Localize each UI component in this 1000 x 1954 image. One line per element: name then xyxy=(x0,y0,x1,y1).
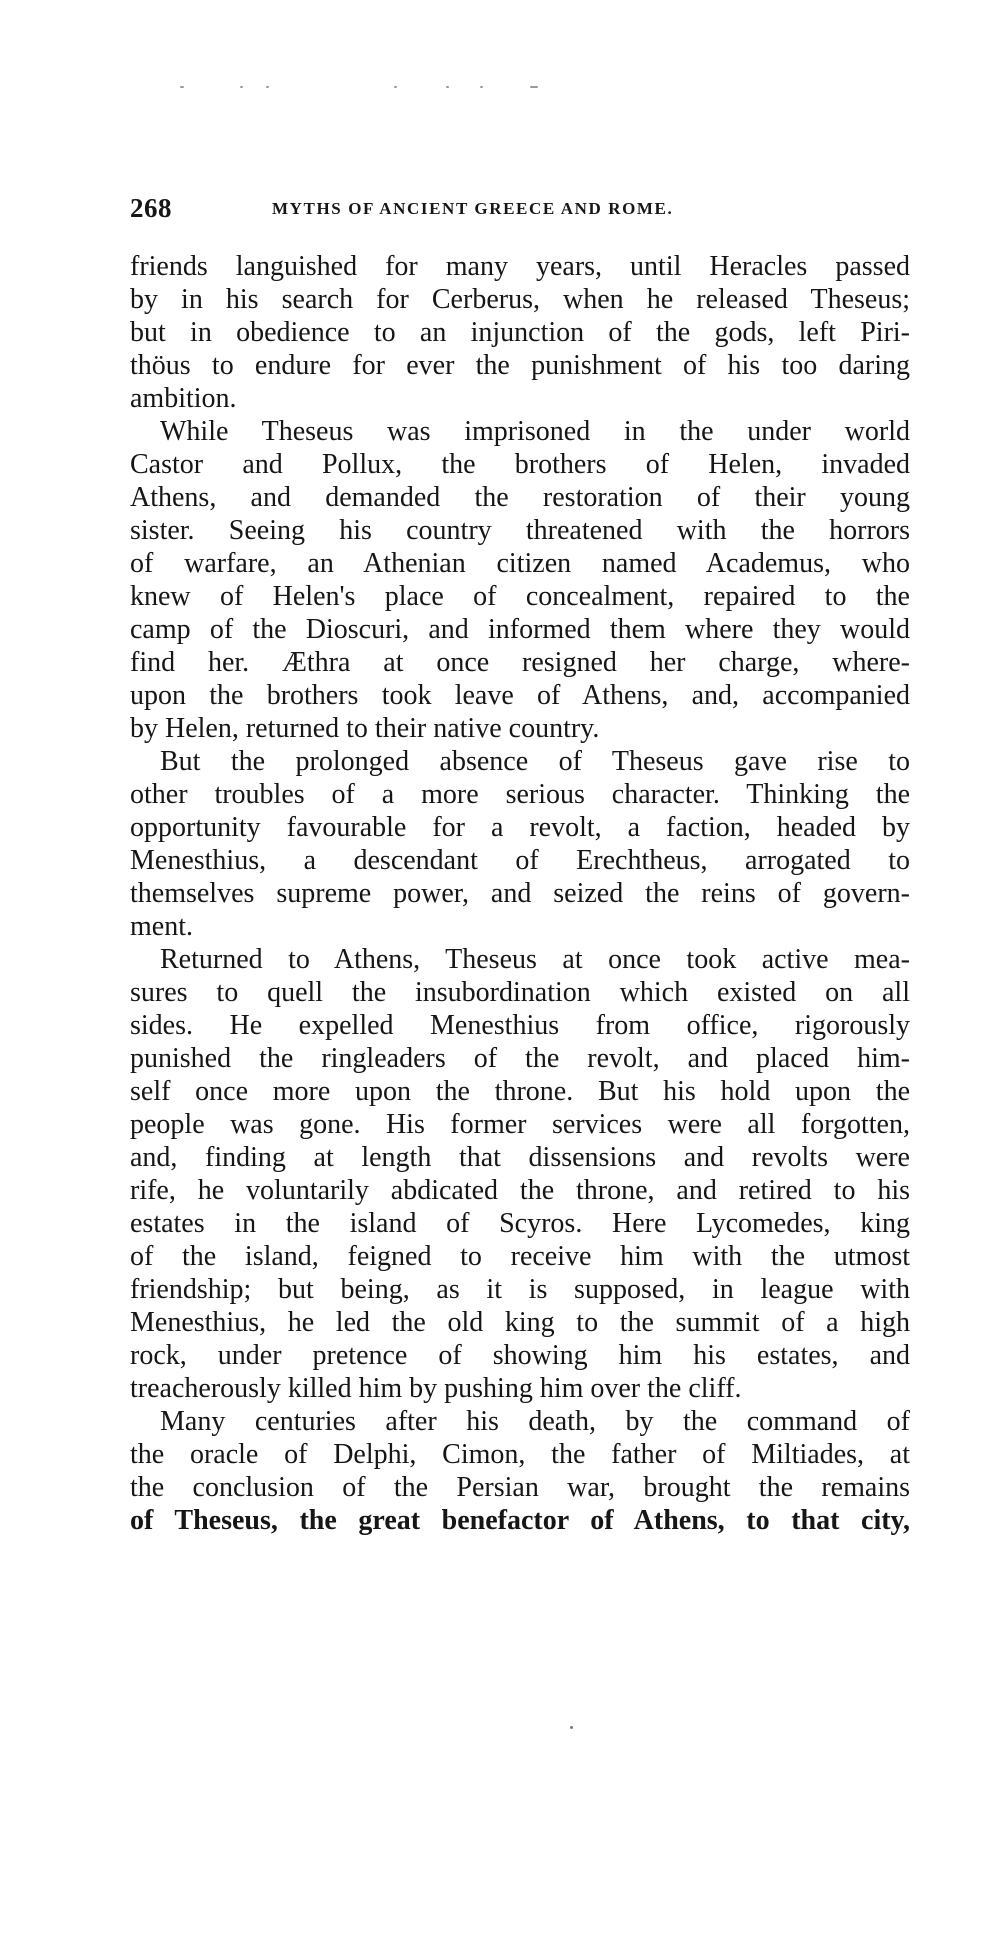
text-line: find her. Æthra at once resigned her charge, where- xyxy=(130,647,910,678)
text-line: camp of the Dioscuri, and informed them where they would xyxy=(130,614,910,645)
text-line: punished the ringleaders of the revolt, and placed him- xyxy=(130,1043,910,1074)
running-title: MYTHS OF ANCIENT GREECE AND ROME. xyxy=(272,199,674,218)
page-number: 268 xyxy=(130,193,172,223)
scan-speck xyxy=(394,86,397,88)
text-line: Castor and Pollux, the brothers of Helen, invaded xyxy=(130,449,910,480)
text-line: other troubles of a more serious character. Thinking the xyxy=(130,779,910,810)
scan-speck xyxy=(266,86,269,88)
scan-speck xyxy=(530,86,538,88)
text-line: estates in the island of Scyros. Here Lycomedes, king xyxy=(130,1208,910,1239)
text-line: ment. xyxy=(130,911,193,942)
text-line: treacherously killed him by pushing him over the cliff. xyxy=(130,1373,742,1404)
text-line: themselves supreme power, and seized the reins of govern- xyxy=(130,878,910,909)
text-line: But the prolonged absence of Theseus gave rise to xyxy=(160,746,910,777)
text-line: rife, he voluntarily abdicated the throne, and retired to his xyxy=(130,1175,910,1206)
text-line: sures to quell the insubordination which existed on all xyxy=(130,977,910,1008)
text-line: ambition. xyxy=(130,383,237,414)
text-line: sister. Seeing his country threatened with the horrors xyxy=(130,515,910,546)
text-line: Menesthius, he led the old king to the summit of a high xyxy=(130,1307,910,1338)
scan-speck xyxy=(240,86,243,88)
text-line: by Helen, returned to their native country. xyxy=(130,713,600,744)
text-line: While Theseus was imprisoned in the under world xyxy=(160,416,910,447)
text-line: rock, under pretence of showing him his estates, and xyxy=(130,1340,910,1371)
text-line: people was gone. His former services were all forgotten, xyxy=(130,1109,910,1140)
text-line: of the island, feigned to receive him with the utmost xyxy=(130,1241,910,1272)
text-line: sides. He expelled Menesthius from office, rigorously xyxy=(130,1010,910,1041)
text-line: upon the brothers took leave of Athens, and, accompanied xyxy=(130,680,910,711)
text-line: Returned to Athens, Theseus at once took active mea- xyxy=(160,944,910,975)
text-line: of Theseus, the great benefactor of Athens, to that city, xyxy=(130,1505,910,1536)
text-line: the conclusion of the Persian war, brought the remains xyxy=(130,1472,910,1503)
text-line: by in his search for Cerberus, when he released Theseus; xyxy=(130,284,910,315)
text-line: Menesthius, a descendant of Erechtheus, arrogated to xyxy=(130,845,910,876)
text-line: self once more upon the throne. But his hold upon the xyxy=(130,1076,910,1107)
running-head xyxy=(130,193,910,223)
text-line: Many centuries after his death, by the command of xyxy=(160,1406,910,1437)
text-line: and, finding at length that dissensions and revolts were xyxy=(130,1142,910,1173)
text-line: but in obedience to an injunction of the gods, left Piri- xyxy=(130,317,910,348)
scan-specks xyxy=(180,86,560,92)
text-line: knew of Helen's place of concealment, repaired to the xyxy=(130,581,910,612)
text-line: opportunity favourable for a revolt, a faction, headed by xyxy=(130,812,910,843)
text-line: the oracle of Delphi, Cimon, the father of Miltiades, at xyxy=(130,1439,910,1470)
scan-speck xyxy=(480,86,483,88)
scan-speck xyxy=(180,86,184,88)
text-line: thöus to endure for ever the punishment of his too daring xyxy=(130,350,910,381)
scan-speck xyxy=(446,86,449,88)
text-line: of warfare, an Athenian citizen named Academus, who xyxy=(130,548,910,579)
scan-speck xyxy=(570,1726,573,1729)
body-text xyxy=(130,250,910,1537)
text-line: friendship; but being, as it is supposed, in league with xyxy=(130,1274,910,1305)
text-line: Athens, and demanded the restoration of their young xyxy=(130,482,910,513)
text-line: friends languished for many years, until Heracles passed xyxy=(130,251,910,282)
